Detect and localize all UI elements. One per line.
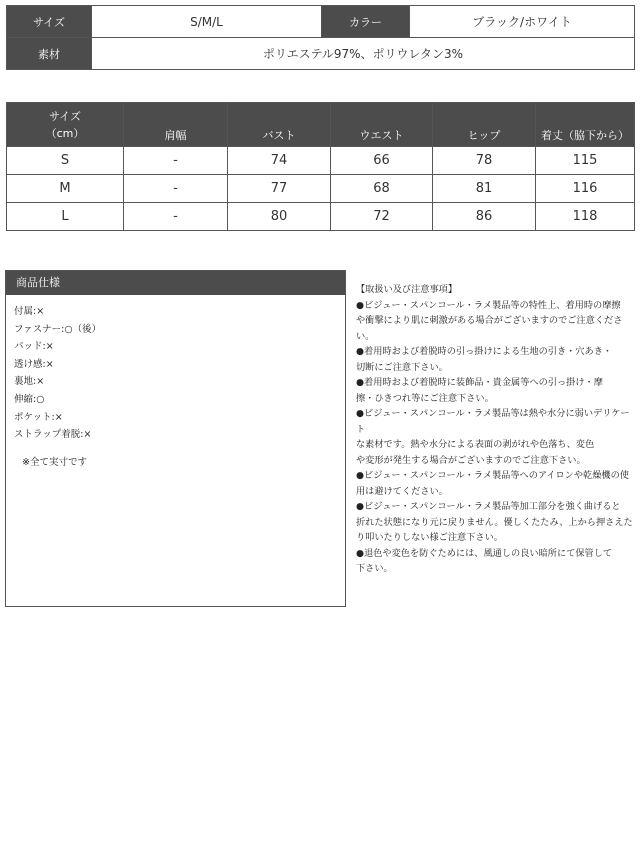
note-line: ●ビジュー・スパンコール・ラメ製品等加工部分を強く曲げると bbox=[356, 501, 621, 512]
cell-bust: 80 bbox=[228, 203, 331, 231]
material-label: 素材 bbox=[7, 38, 92, 70]
table-row bbox=[7, 147, 635, 175]
column-header-waist: ウエスト bbox=[331, 103, 433, 147]
material-value: ポリエステル97%、ポリウレタン3% bbox=[92, 38, 635, 70]
product-spec-panel bbox=[5, 270, 346, 607]
size-value: S/M/L bbox=[92, 6, 322, 38]
cell-hip: 78 bbox=[433, 147, 536, 175]
size-label: サイズ bbox=[7, 6, 92, 38]
cell-bust: 77 bbox=[228, 175, 331, 203]
list-item: パッド:× bbox=[14, 341, 54, 353]
cell-length: 116 bbox=[536, 175, 635, 203]
list-item: 伸縮:○ bbox=[14, 393, 45, 405]
note-line: ●着用時および着脱時の引っ掛けによる生地の引き・穴あき・ bbox=[356, 346, 613, 357]
list-item: ポケット:× bbox=[14, 411, 63, 423]
cell-length: 118 bbox=[536, 203, 635, 231]
table-row bbox=[7, 175, 635, 203]
note-line: な素材です。熱や水分による表面の剥がれや色落ち、変色 bbox=[356, 439, 595, 450]
note-line: 擦・ひきつれ等にご注意下さい。 bbox=[356, 392, 494, 404]
cell-shoulder: - bbox=[124, 175, 228, 203]
cell-waist: 72 bbox=[331, 203, 433, 231]
note-line: い。 bbox=[356, 330, 375, 342]
note-line: や衝撃により肌に刺激がある場合がございますのでご注意くださ bbox=[356, 315, 623, 326]
row-size: S bbox=[7, 147, 124, 175]
cell-waist: 68 bbox=[331, 175, 433, 203]
note-line: 用は避けてください。 bbox=[356, 485, 448, 497]
column-header-length: 着丈（脇下から） bbox=[536, 103, 635, 147]
cell-waist: 66 bbox=[331, 147, 433, 175]
color-label: カラー bbox=[322, 6, 410, 38]
handling-notes bbox=[356, 282, 636, 577]
list-item: ストラップ着脱:× bbox=[14, 429, 92, 441]
note-line: り叩いたりしない様ご注意下さい。 bbox=[356, 532, 503, 543]
info-row-material bbox=[7, 38, 635, 70]
list-item: 付属:× bbox=[14, 306, 45, 317]
cell-shoulder: - bbox=[124, 147, 228, 175]
note-line: 切断にご注意下さい。 bbox=[356, 361, 448, 373]
note-line: ●着用時および着脱時に装飾品・貴金属等への引っ掛け・摩 bbox=[356, 377, 603, 388]
spec-note: ※全て実寸です bbox=[22, 456, 87, 468]
note-line: ●退色や変色を防ぐためには、風通しの良い暗所にて保管して bbox=[356, 547, 613, 559]
size-header-line2: （cm） bbox=[45, 126, 85, 140]
column-header-bust: バスト bbox=[228, 103, 331, 147]
cell-shoulder: - bbox=[124, 203, 228, 231]
list-item: 透け感:× bbox=[14, 358, 54, 370]
color-value: ブラック/ホワイト bbox=[410, 6, 635, 38]
note-line: ●ビジュー・スパンコール・ラメ製品等へのアイロンや乾燥機の使 bbox=[356, 470, 629, 481]
list-item: ファスナー:○（後） bbox=[14, 323, 102, 335]
note-line: や変形が発生する場合がございますのでご注意下さい。 bbox=[356, 454, 586, 466]
cell-length: 115 bbox=[536, 147, 635, 175]
note-line: 折れた状態になり元に戻りません。優しくたたみ、上から押さえた bbox=[356, 516, 633, 528]
cell-bust: 74 bbox=[228, 147, 331, 175]
row-size: M bbox=[7, 175, 124, 203]
column-header-shoulder: 肩幅 bbox=[124, 103, 228, 147]
size-chart-header bbox=[7, 103, 635, 147]
notes-title: 【取扱い及び注意事項】 bbox=[356, 284, 458, 295]
cell-hip: 86 bbox=[433, 203, 536, 231]
table-row bbox=[7, 203, 635, 231]
product-info-table bbox=[6, 5, 635, 70]
cell-hip: 81 bbox=[433, 175, 536, 203]
note-line: 下さい。 bbox=[356, 563, 393, 574]
note-line: ●ビジュー・スパンコール・ラメ製品等の特性上、着用時の摩擦 bbox=[356, 299, 621, 311]
spec-list bbox=[6, 295, 345, 444]
list-item: 裏地:× bbox=[14, 376, 45, 388]
size-column-header bbox=[7, 103, 124, 147]
note-line: ●ビジュー・スパンコール・ラメ製品等は熱や水分に弱いデリケート bbox=[356, 408, 630, 435]
spec-title: 商品仕様 bbox=[6, 271, 345, 295]
info-row-size-color bbox=[7, 6, 635, 38]
size-header-line1: サイズ bbox=[48, 109, 82, 123]
column-header-hip: ヒップ bbox=[433, 103, 536, 147]
size-chart-table bbox=[6, 102, 635, 231]
row-size: L bbox=[7, 203, 124, 231]
